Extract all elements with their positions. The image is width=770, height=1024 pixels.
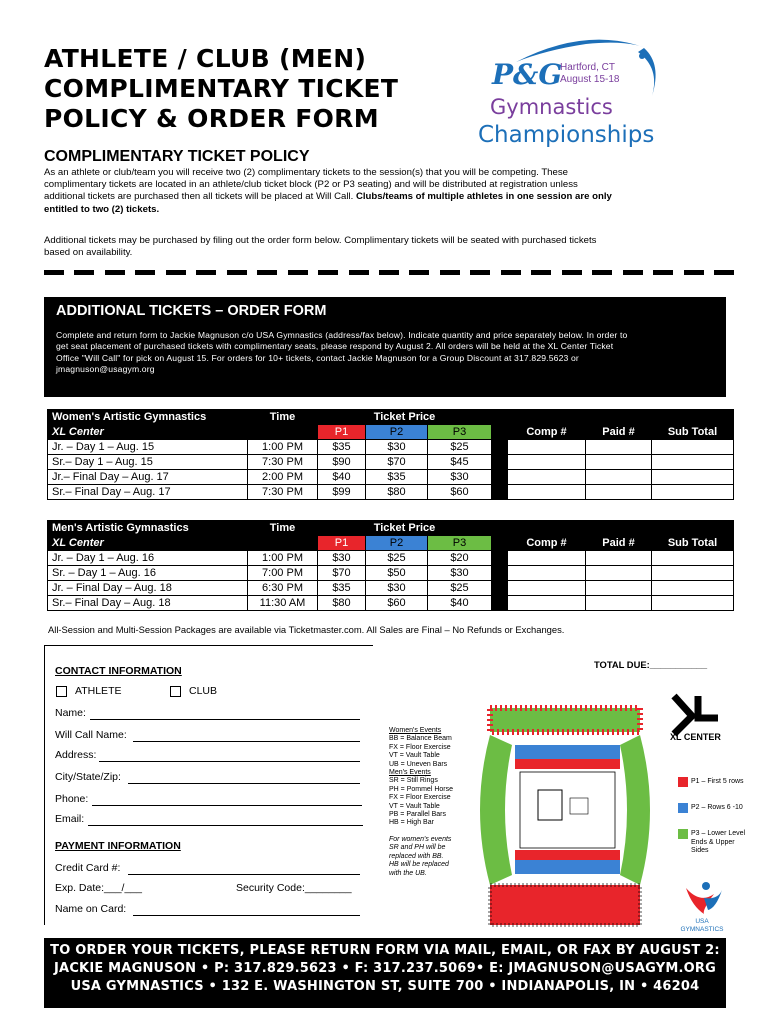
credit-card-field[interactable] xyxy=(128,874,360,875)
paid-header: Paid # xyxy=(586,521,652,551)
policy-line xyxy=(44,204,734,216)
p3-header: P3 xyxy=(428,425,492,440)
cut-line xyxy=(44,270,734,278)
p3-price: $25 xyxy=(428,440,492,455)
athlete-label: ATHLETE xyxy=(75,685,122,697)
session-cell: Sr.– Final Day – Aug. 18 xyxy=(48,596,248,611)
dash-segment xyxy=(409,270,429,275)
p2-price: $30 xyxy=(366,581,428,596)
usa-gymnastics-logo xyxy=(672,880,732,932)
time-cell: 11:30 AM xyxy=(248,596,318,611)
phone-field[interactable] xyxy=(92,805,362,806)
email-label: Email: xyxy=(55,813,85,825)
footer-line-2: JACKIE MAGNUSON • P: 317.829.5623 • F: 317.237.5069• E: JMAGNUSON@USAGYM.ORG xyxy=(54,961,716,976)
dash-segment xyxy=(501,270,521,275)
dash-segment xyxy=(592,270,612,275)
seating-map xyxy=(470,690,670,935)
comp-input[interactable] xyxy=(508,551,586,566)
name-field[interactable] xyxy=(90,719,360,720)
dash-segment xyxy=(257,270,277,275)
table-row xyxy=(48,581,734,596)
p1-legend-label: P1 – First 5 rows xyxy=(691,778,744,785)
payment-heading: PAYMENT INFORMATION xyxy=(55,840,181,852)
logo-brand: P&G xyxy=(492,58,563,91)
championships-logo xyxy=(476,34,676,152)
usa-text: USA xyxy=(695,918,709,925)
address-label: Address: xyxy=(55,749,97,761)
p3-legend-label: P3 – Lower Level Ends & Upper Sides xyxy=(691,830,746,854)
will-call-field[interactable] xyxy=(133,741,360,742)
comp-input[interactable] xyxy=(508,470,586,485)
event-legend xyxy=(389,727,467,878)
packages-note: All-Session and Multi-Session Packages are available via Ticketmaster.com. All Sales are Final – No Refunds or Exchanges. xyxy=(48,624,565,635)
session-cell: Jr. – Day 1 – Aug. 15 xyxy=(48,440,248,455)
comp-input[interactable] xyxy=(508,596,586,611)
spacer xyxy=(492,521,508,611)
paid-input[interactable] xyxy=(586,596,652,611)
policy-line: Additional tickets may be purchased by filing out the order form below. Complimentary tickets will be seated with purchased tickets xyxy=(44,235,597,246)
upper-section-top xyxy=(490,708,640,732)
spacer xyxy=(492,410,508,500)
dash-segment xyxy=(623,270,643,275)
womens-title: Women's Artistic Gymnastics xyxy=(48,410,248,425)
p2-price: $30 xyxy=(366,440,428,455)
venue-label: XL Center xyxy=(48,536,248,551)
dash-segment xyxy=(196,270,216,275)
p2-swatch xyxy=(678,803,688,813)
comp-input[interactable] xyxy=(508,485,586,500)
time-cell: 2:00 PM xyxy=(248,470,318,485)
mens-events-heading: Men's Events xyxy=(389,769,431,777)
name-on-card-label: Name on Card: xyxy=(55,903,127,915)
table-row xyxy=(48,470,734,485)
p2-bottom-section xyxy=(515,860,620,874)
p1-price: $70 xyxy=(318,566,366,581)
subtotal-input[interactable] xyxy=(652,455,734,470)
city-state-zip-field[interactable] xyxy=(128,783,360,784)
legend-item: SR = Still Rings xyxy=(389,777,438,785)
time-header: Time xyxy=(248,521,318,551)
lower-section-bottom xyxy=(490,885,640,925)
p2-price: $70 xyxy=(366,455,428,470)
address-field[interactable] xyxy=(99,761,360,762)
time-cell: 1:00 PM xyxy=(248,440,318,455)
p1-top-section xyxy=(515,759,620,769)
dash-segment xyxy=(470,270,490,275)
dash-segment xyxy=(653,270,673,275)
name-label: Name: xyxy=(55,707,86,719)
phone-label: Phone: xyxy=(55,793,89,805)
time-cell: 6:30 PM xyxy=(248,581,318,596)
dash-segment xyxy=(714,270,734,275)
subtotal-input[interactable] xyxy=(652,551,734,566)
security-code-field[interactable]: Security Code:________ xyxy=(236,882,352,894)
club-checkbox[interactable] xyxy=(170,686,181,697)
club-label: CLUB xyxy=(189,685,218,697)
credit-card-label: Credit Card #: xyxy=(55,862,121,874)
order-form-box xyxy=(44,297,726,397)
p1-price: $35 xyxy=(318,581,366,596)
p3-price: $45 xyxy=(428,455,492,470)
page-title xyxy=(44,44,398,134)
logo-word-gymnastics: Gymnastics xyxy=(490,95,613,119)
xl-center-logo xyxy=(668,690,728,740)
dash-segment xyxy=(288,270,308,275)
dash-segment xyxy=(166,270,186,275)
time-cell: 7:30 PM xyxy=(248,485,318,500)
footer-line-3: USA GYMNASTICS • 132 E. WASHINGTON ST, SUITE 700 • INDIANAPOLIS, IN • 46204 xyxy=(70,979,700,994)
session-cell: Jr. – Day 1 – Aug. 16 xyxy=(48,551,248,566)
legend-item: FX = Floor Exercise xyxy=(389,794,451,802)
p3-price: $25 xyxy=(428,581,492,596)
legend-item: UB = Uneven Bars xyxy=(389,760,448,768)
session-cell: Jr.– Final Day – Aug. 17 xyxy=(48,470,248,485)
footer-line-1: TO ORDER YOUR TICKETS, PLEASE RETURN FORM VIA MAIL, EMAIL, OR FAX BY AUGUST 2: xyxy=(50,943,720,958)
legend-item: HB = High Bar xyxy=(389,819,434,827)
contact-heading: CONTACT INFORMATION xyxy=(55,665,182,677)
p3-price: $60 xyxy=(428,485,492,500)
dash-segment xyxy=(531,270,551,275)
policy-heading: COMPLIMENTARY TICKET POLICY xyxy=(44,148,310,165)
p1-price: $80 xyxy=(318,596,366,611)
paid-input[interactable] xyxy=(586,470,652,485)
legend-item: VT = Vault Table xyxy=(389,802,440,810)
table-row xyxy=(48,440,734,455)
ticket-price-header: Ticket Price xyxy=(318,521,492,536)
paid-input[interactable] xyxy=(586,455,652,470)
comp-input[interactable] xyxy=(508,440,586,455)
time-cell: 1:00 PM xyxy=(248,551,318,566)
subtotal-input[interactable] xyxy=(652,470,734,485)
p3-price: $40 xyxy=(428,596,492,611)
time-cell: 7:30 PM xyxy=(248,455,318,470)
legend-item: BB = Balance Beam xyxy=(389,735,452,743)
subtotal-input[interactable] xyxy=(652,581,734,596)
p3-price: $30 xyxy=(428,470,492,485)
order-form-instructions: Complete and return form to Jackie Magnuson c/o USA Gymnastics (address/fax below). Indicate quantity and price separately below. In order to get seat placement of purchased tickets with complimentary seats, please respond by August 2. All orders will be held at the XL Center Ticket Office "Will Call" for pick on August 15. For orders for 10+ tickets, contact Jackie Magnuson for a Group Discount at 317.829.5623 or jmagnuson@usagym.org xyxy=(56,330,628,375)
table-row xyxy=(48,551,734,566)
legend-item: PB = Parallel Bars xyxy=(389,811,446,819)
logo-dates: August 15-18 xyxy=(560,74,620,85)
comp-input[interactable] xyxy=(508,566,586,581)
policy-line: based on availability. xyxy=(44,247,133,259)
mens-title: Men's Artistic Gymnastics xyxy=(48,521,248,536)
dash-segment xyxy=(227,270,247,275)
dash-segment xyxy=(440,270,460,275)
dash-segment xyxy=(349,270,369,275)
p1-price: $99 xyxy=(318,485,366,500)
policy-line: As an athlete or club/team you will receive two (2) complimentary tickets to the session(s) that you will be competing. These xyxy=(44,167,568,178)
will-call-label: Will Call Name: xyxy=(55,729,127,741)
paid-input[interactable] xyxy=(586,551,652,566)
policy-bold-text: entitled to two (2) tickets. xyxy=(44,203,160,215)
paid-input[interactable] xyxy=(586,485,652,500)
venue-label: XL Center xyxy=(48,425,248,440)
exp-date-field[interactable]: Exp. Date:___/___ xyxy=(55,882,142,894)
city-label: City/State/Zip: xyxy=(55,771,121,783)
dash-segment xyxy=(562,270,582,275)
paid-input[interactable] xyxy=(586,581,652,596)
paid-header: Paid # xyxy=(586,410,652,440)
legend-note: For women's events SR and PH will be replaced with BB. HB will be replaced with the UB. xyxy=(389,835,452,877)
logo-location: Hartford, CT xyxy=(560,62,616,73)
session-cell: Jr. – Final Day – Aug. 18 xyxy=(48,581,248,596)
womens-ticket-table xyxy=(47,409,734,500)
paid-input[interactable] xyxy=(586,440,652,455)
policy-line: complimentary tickets are located in an athlete/club ticket block (P2 or P3 seating) and will be distributed at registration unless xyxy=(44,179,578,191)
paid-input[interactable] xyxy=(586,566,652,581)
p2-price: $25 xyxy=(366,551,428,566)
p1-swatch xyxy=(678,777,688,787)
p2-header: P2 xyxy=(366,425,428,440)
p2-legend-label: P2 – Rows 6 -10 xyxy=(691,804,743,811)
right-end-section xyxy=(620,735,650,885)
p3-price: $30 xyxy=(428,566,492,581)
session-cell: Sr.– Final Day – Aug. 17 xyxy=(48,485,248,500)
dash-segment xyxy=(684,270,704,275)
table-row xyxy=(48,485,734,500)
title-line-2: COMPLIMENTARY TICKET xyxy=(44,74,399,103)
p3-header: P3 xyxy=(428,536,492,551)
order-form-heading: ADDITIONAL TICKETS – ORDER FORM xyxy=(56,303,327,319)
club-option[interactable] xyxy=(170,685,217,697)
ticket-price-header: Ticket Price xyxy=(318,410,492,425)
athlete-checkbox[interactable] xyxy=(56,686,67,697)
additional-tickets-paragraph xyxy=(44,235,734,259)
gymnastics-text: GYMNASTICS xyxy=(680,926,724,932)
comp-header: Comp # xyxy=(508,410,586,440)
xl-center-label: XL CENTER xyxy=(670,732,721,740)
p2-price: $50 xyxy=(366,566,428,581)
time-cell: 7:00 PM xyxy=(248,566,318,581)
p3-price: $20 xyxy=(428,551,492,566)
policy-text: additional tickets are purchased then all tickets will be placed at Will Call. xyxy=(44,191,356,203)
legend-item: FX = Floor Exercise xyxy=(389,743,451,751)
policy-line xyxy=(44,191,734,203)
logo-word-championships: Championships xyxy=(478,122,655,148)
p2-price: $35 xyxy=(366,470,428,485)
email-field[interactable] xyxy=(88,825,363,826)
p2-price: $60 xyxy=(366,596,428,611)
p2-top-section xyxy=(515,745,620,759)
table-row xyxy=(48,596,734,611)
comp-input[interactable] xyxy=(508,455,586,470)
left-end-section xyxy=(480,735,512,885)
policy-bold-text: Clubs/teams of multiple athletes in one session are only xyxy=(355,191,612,203)
dash-segment xyxy=(318,270,338,275)
p2-header: P2 xyxy=(366,536,428,551)
dash-segment xyxy=(379,270,399,275)
athlete-option[interactable] xyxy=(56,685,121,697)
subtotal-header: Sub Total xyxy=(652,521,734,551)
subtotal-input[interactable] xyxy=(652,485,734,500)
session-cell: Sr. – Day 1 – Aug. 16 xyxy=(48,566,248,581)
p1-header: P1 xyxy=(318,536,366,551)
dash-segment xyxy=(74,270,94,275)
dash-segment xyxy=(44,270,64,275)
table-row xyxy=(48,455,734,470)
womens-events-heading: Women's Events xyxy=(389,727,442,734)
comp-input[interactable] xyxy=(508,581,586,596)
dash-segment xyxy=(135,270,155,275)
footer-banner xyxy=(44,938,726,1008)
p1-bottom-section xyxy=(515,850,620,860)
subtotal-input[interactable] xyxy=(652,440,734,455)
p1-price: $30 xyxy=(318,551,366,566)
p1-price: $35 xyxy=(318,440,366,455)
p1-price: $90 xyxy=(318,455,366,470)
session-cell: Sr.– Day 1 – Aug. 15 xyxy=(48,455,248,470)
name-on-card-field[interactable] xyxy=(133,915,360,916)
dash-segment xyxy=(105,270,125,275)
table-row xyxy=(48,566,734,581)
time-header: Time xyxy=(248,410,318,440)
comp-header: Comp # xyxy=(508,521,586,551)
p2-price: $80 xyxy=(366,485,428,500)
floor-exercise-area xyxy=(538,790,562,820)
total-due-field[interactable]: TOTAL DUE:___________ xyxy=(594,659,708,670)
p3-swatch xyxy=(678,829,688,839)
p1-header: P1 xyxy=(318,425,366,440)
mens-ticket-table xyxy=(47,520,734,611)
subtotal-input[interactable] xyxy=(652,566,734,581)
title-line-1: ATHLETE / CLUB (MEN) xyxy=(44,44,367,73)
competition-floor xyxy=(520,772,615,848)
title-line-3: POLICY & ORDER FORM xyxy=(44,104,379,133)
legend-item: VT = Vault Table xyxy=(389,752,440,760)
policy-paragraph xyxy=(44,167,734,216)
p1-price: $40 xyxy=(318,470,366,485)
subtotal-input[interactable] xyxy=(652,596,734,611)
legend-item: PH = Pommel Horse xyxy=(389,785,453,793)
subtotal-header: Sub Total xyxy=(652,410,734,440)
